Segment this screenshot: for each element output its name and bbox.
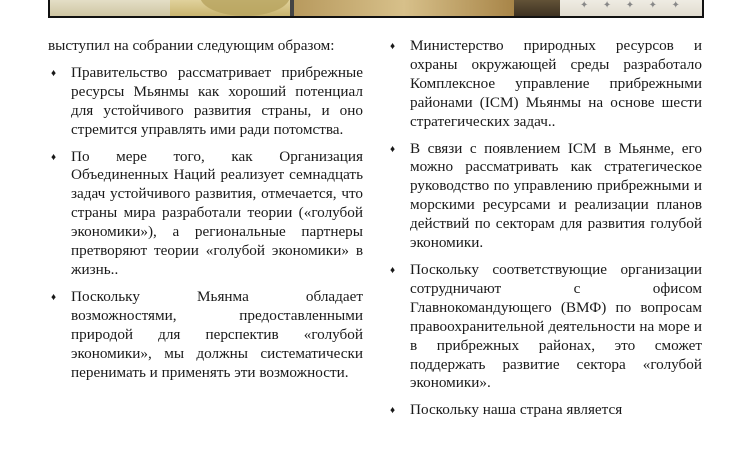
list-item <box>387 140 702 253</box>
list-item <box>387 401 702 420</box>
photo-segment: ✦ ✦ ✦ ✦ ✦ <box>560 0 702 16</box>
list-item <box>48 288 363 383</box>
bullet-icon: ♦ <box>51 151 57 163</box>
header-photo-strip <box>48 0 704 18</box>
list-item <box>387 37 702 132</box>
list-item-text: Поскольку Мьянма обладает возможностями, предоставленными природой для перспектив «голубой экономики», мы должны систематически перенимать и применять эти возможности. <box>71 287 363 381</box>
bullet-icon: ♦ <box>390 405 396 417</box>
list-item-text: По мере того, как Организация Объединенных Наций реализует семнадцать задач устойчивого развития, отмечается, что страны мира разработали теории («голубой экономики»), а региональные партнеры претворяют теории «голубой экономики» в жизнь.. <box>71 147 363 278</box>
right-column <box>387 37 702 428</box>
bullet-icon: ♦ <box>51 291 57 303</box>
intro-paragraph: выступил на собрании следующим образом: <box>48 37 335 54</box>
list-item-text: Поскольку наша страна является <box>410 401 623 419</box>
list-item-text: Министерство природных ресурсов и охраны окружающей среды разработало Комплексное управление прибрежными районами (ICM) Мьянмы на основе шести стратегических задач.. <box>410 37 702 130</box>
list-item <box>48 64 363 140</box>
list-item-text: Поскольку соответствующие организации сотрудничают с офисом Главнокомандующего (ВМФ) по вопросам правоохранительной деятельности на море и в прибрежных районах, это сможет поддержать развитие сектора «голубой экономики». <box>410 260 702 392</box>
list-item <box>387 261 702 393</box>
bullet-icon: ♦ <box>390 143 396 155</box>
left-column <box>48 37 363 390</box>
bullet-icon: ♦ <box>390 41 396 52</box>
bullet-icon: ♦ <box>51 67 57 79</box>
list-item <box>48 148 363 280</box>
list-item-text: Правительство рассматривает прибрежные ресурсы Мьянмы как хороший потенциал для устойчивого развития страны, и оно стремится управлять ими ради потомства. <box>71 63 363 138</box>
list-item-text: В связи с появлением ICM в Мьянме, его можно рассматривать как стратегическое руководство по управлению прибрежными и морскими ресурсами и реализации планов действий по секторам для развития голубой экономики. <box>410 139 702 252</box>
photo-segment <box>170 0 290 16</box>
photo-segment <box>514 0 560 16</box>
photo-segment <box>294 0 514 16</box>
bullet-icon: ♦ <box>390 264 396 276</box>
photo-segment <box>50 0 170 16</box>
